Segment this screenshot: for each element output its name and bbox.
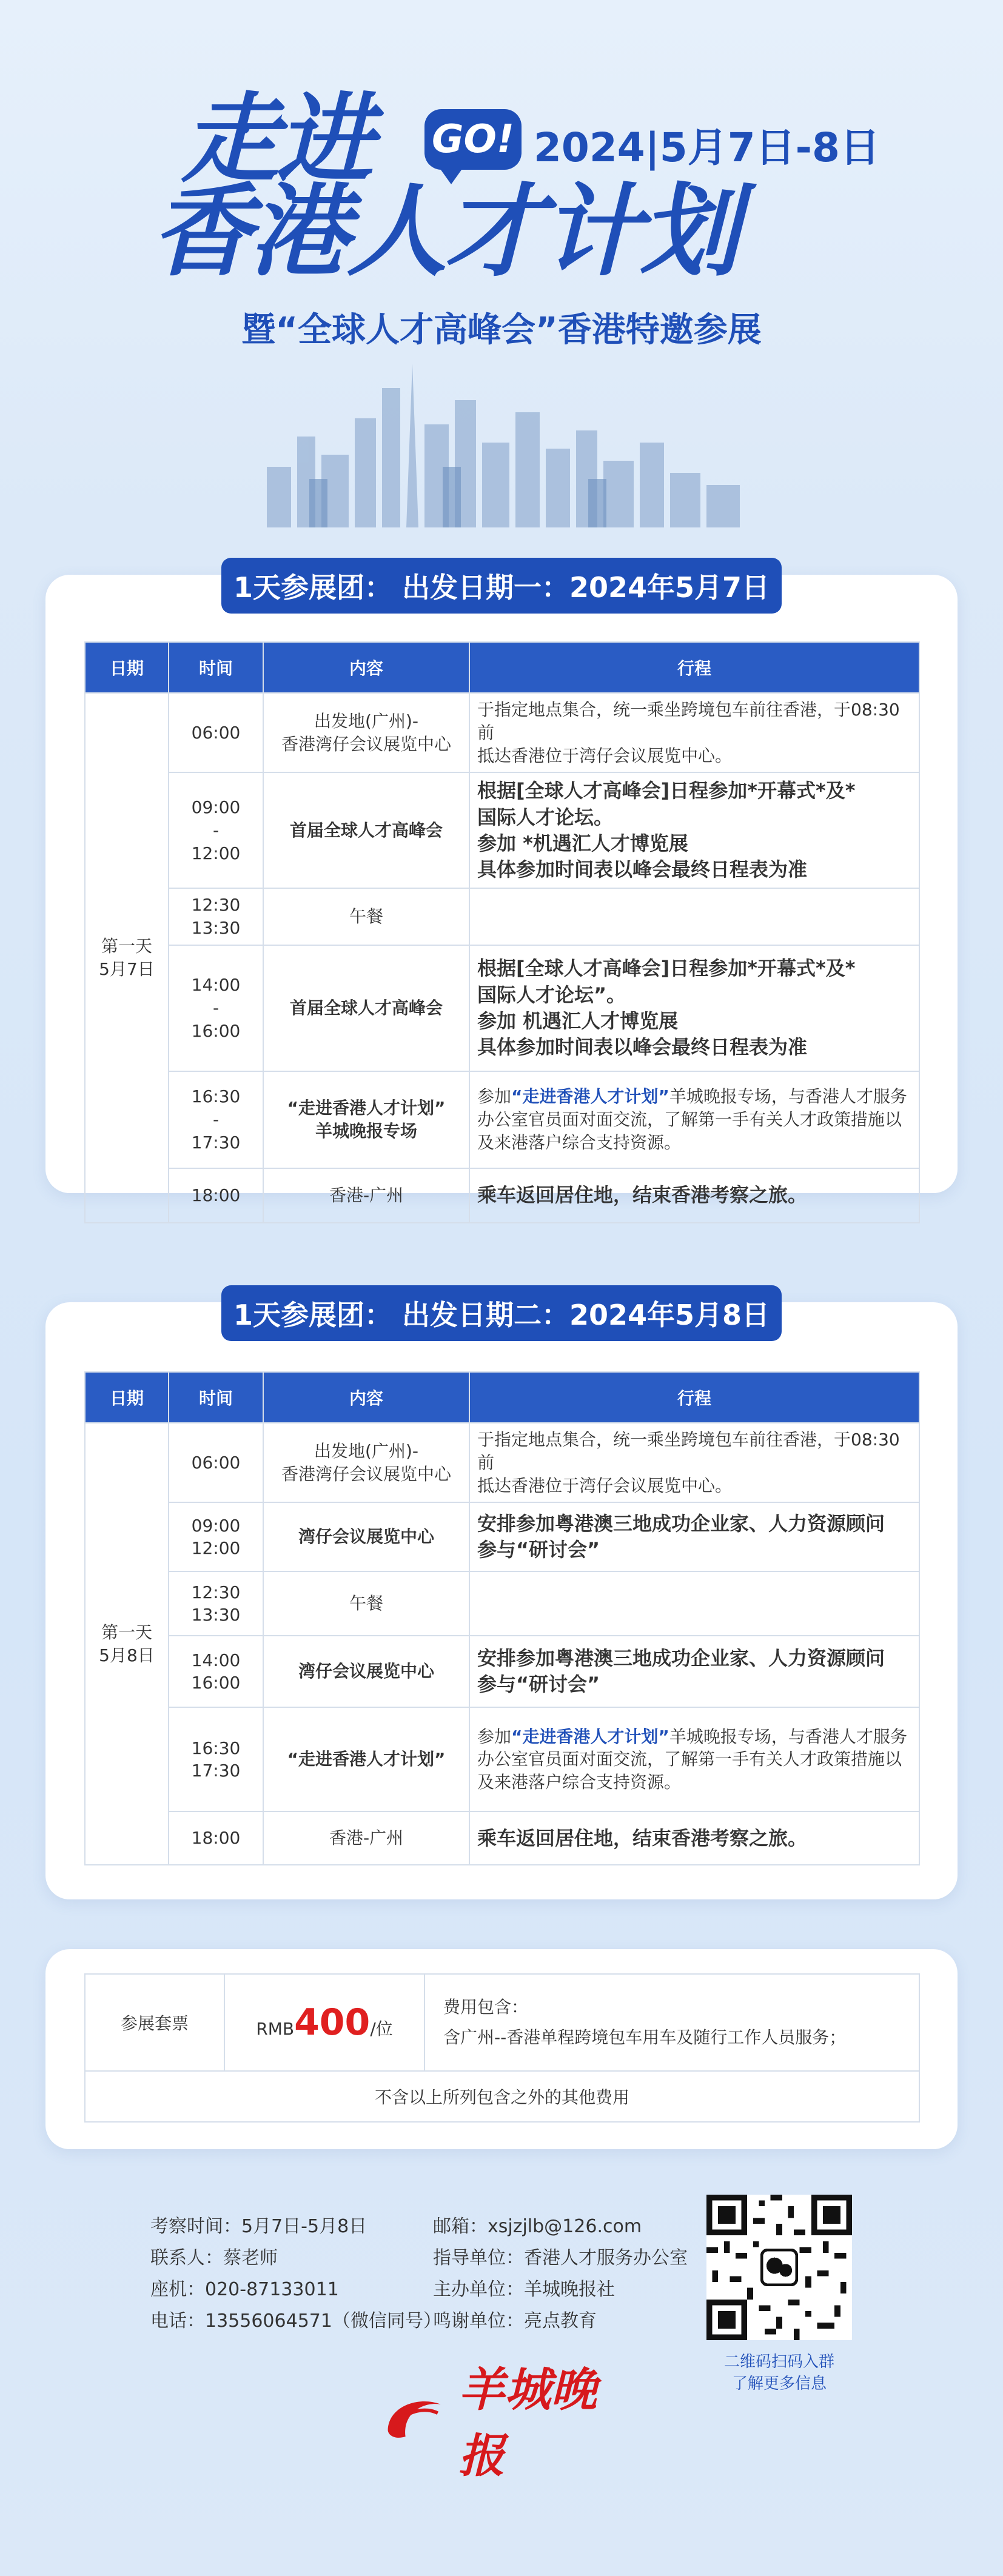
time-cell: 12:30 13:30 (169, 888, 263, 945)
content-cell: 香港-广州 (263, 1812, 469, 1865)
table-row (85, 772, 919, 888)
time-cell: 06:00 (169, 1423, 263, 1502)
qr-code[interactable] (706, 2195, 852, 2340)
itinerary-cell: 根据[全球人才高峰会]日程参加*开幕式*及* 国际人才论坛。 参加 *机遇汇人才博览展 具体参加时间表以峰会最终日程表为准 (469, 772, 919, 888)
logo-text: 羊城晚报 (458, 2363, 597, 2483)
day1-card (45, 571, 958, 1207)
info-date: 考察时间：5月7日-5月8日 (150, 2216, 367, 2237)
header-itinerary: 行程 (469, 642, 919, 693)
highlight-text: “走进香港人才计划” (511, 1726, 669, 1747)
content-cell: 湾仔会议展览中心 (263, 1502, 469, 1571)
fee-price: RMB400/位 (224, 1974, 424, 2071)
content-cell: 午餐 (263, 888, 469, 945)
date-cell: 第一天 5月7日 (85, 693, 169, 1223)
logo-swoosh-icon (382, 2389, 446, 2449)
time-cell: 12:30 13:30 (169, 1571, 263, 1636)
content-cell: 午餐 (263, 1571, 469, 1636)
info-thanks: 鸣谢单位：亮点教育 (433, 2310, 597, 2332)
header-date: 日期 (85, 1372, 169, 1423)
itinerary-cell (469, 1571, 919, 1636)
header-content: 内容 (263, 1372, 469, 1423)
go-bubble: GO! (424, 109, 522, 170)
table-row (85, 888, 919, 945)
content-cell: 首届全球人才高峰会 (263, 772, 469, 888)
itinerary-cell: 参加“走进香港人才计划”羊城晚报专场，与香港人才服务办公室官员面对面交流，了解第一手有关人才政策措施以及来港落户综合支持资源。 (469, 1071, 919, 1168)
table-row (85, 1571, 919, 1636)
day2-tab: 1天参展团： 出发日期二：2024年5月8日 (221, 1285, 782, 1341)
header-date: 日期 (85, 642, 169, 693)
content-cell: 香港-广州 (263, 1168, 469, 1223)
fee-excludes: 不含以上所列包含之外的其他费用 (85, 2071, 919, 2122)
table-row (85, 2071, 919, 2122)
itinerary-cell: 乘车返回居住地，结束香港考察之旅。 (469, 1168, 919, 1223)
table-row (85, 1423, 919, 1502)
table-row (85, 693, 919, 772)
highlight-text: “走进香港人才计划” (511, 1086, 669, 1107)
time-cell: 18:00 (169, 1168, 263, 1223)
info-right (433, 2218, 688, 2344)
table-row (85, 1812, 919, 1865)
time-cell: 09:00 12:00 (169, 1502, 263, 1571)
hero-banner (0, 0, 1003, 558)
itinerary-cell: 安排参加粤港澳三地成功企业家、人力资源顾问 参与“研讨会” (469, 1636, 919, 1707)
table-row (85, 1168, 919, 1223)
itinerary-cell: 于指定地点集合，统一乘坐跨境包车前往香港，于08:30前 抵达香港位于湾仔会议展览中心。 (469, 1423, 919, 1502)
itinerary-cell (469, 888, 919, 945)
itinerary-cell: 于指定地点集合，统一乘坐跨境包车前往香港，于08:30前 抵达香港位于湾仔会议展览中心。 (469, 693, 919, 772)
day2-card (45, 1299, 958, 1899)
time-cell: 09:00 - 12:00 (169, 772, 263, 888)
content-cell: 出发地(广州)- 香港湾仔会议展览中心 (263, 693, 469, 772)
info-left (150, 2218, 441, 2344)
header-itinerary: 行程 (469, 1372, 919, 1423)
table-header-row (85, 642, 919, 693)
time-cell: 16:30 17:30 (169, 1707, 263, 1812)
info-landline: 座机：020-87133011 (150, 2279, 339, 2300)
day2-schedule-table (84, 1371, 920, 1865)
itinerary-cell: 安排参加粤港澳三地成功企业家、人力资源顾问 参与“研讨会” (469, 1502, 919, 1571)
itinerary-cell: 根据[全球人才高峰会]日程参加*开幕式*及* 国际人才论坛”。 参加 机遇汇人才博览展 具体参加时间表以峰会最终日程表为准 (469, 945, 919, 1071)
hero-date: 2024|5月7日-8日 (534, 124, 880, 171)
table-row (85, 1502, 919, 1571)
hero-title-line2: 香港人才计划 (152, 173, 737, 290)
table-row (85, 1974, 919, 2071)
time-cell: 14:00 16:00 (169, 1636, 263, 1707)
header-time: 时间 (169, 642, 263, 693)
info-email: 邮箱：xsjzjlb@126.com (433, 2216, 642, 2237)
info-host: 主办单位：羊城晚报社 (433, 2279, 615, 2300)
fee-table (84, 1973, 920, 2123)
time-cell: 14:00 - 16:00 (169, 945, 263, 1071)
table-row (85, 945, 919, 1071)
table-row (85, 1636, 919, 1707)
price-number: 400 (294, 2001, 371, 2044)
content-cell: 出发地(广州)- 香港湾仔会议展览中心 (263, 1423, 469, 1502)
time-cell: 18:00 (169, 1812, 263, 1865)
header-time: 时间 (169, 1372, 263, 1423)
time-cell: 06:00 (169, 693, 263, 772)
time-cell: 16:30 - 17:30 (169, 1071, 263, 1168)
skyline-illustration (261, 364, 746, 527)
table-header-row (85, 1372, 919, 1423)
fee-label: 参展套票 (85, 1974, 224, 2071)
fee-includes: 费用包含： 含广州--香港单程跨境包车用车及随行工作人员服务； (424, 1974, 919, 2071)
content-cell: 湾仔会议展览中心 (263, 1636, 469, 1707)
fee-card (45, 1949, 958, 2149)
day1-schedule-table (84, 641, 920, 1223)
table-row (85, 1707, 919, 1812)
content-cell: “走进香港人才计划” (263, 1707, 469, 1812)
table-row (85, 1071, 919, 1168)
content-cell: 首届全球人才高峰会 (263, 945, 469, 1071)
info-guide: 指导单位：香港人才服务办公室 (433, 2247, 688, 2269)
qr-caption: 二维码扫码入群 了解更多信息 (723, 2353, 834, 2394)
header-content: 内容 (263, 642, 469, 693)
info-contact: 联系人：蔡老师 (150, 2247, 278, 2269)
itinerary-cell: 参加“走进香港人才计划”羊城晚报专场，与香港人才服务办公室官员面对面交流，了解第一手有关人才政策措施以及来港落户综合支持资源。 (469, 1707, 919, 1812)
day1-tab: 1天参展团： 出发日期一：2024年5月7日 (221, 558, 782, 614)
itinerary-cell: 乘车返回居住地，结束香港考察之旅。 (469, 1812, 919, 1865)
hero-title-line1: 走进 (182, 82, 372, 196)
date-cell: 第一天 5月8日 (85, 1423, 169, 1865)
content-cell: “走进香港人才计划” 羊城晚报专场 (263, 1071, 469, 1168)
info-phone: 电话：13556064571（微信同号） (150, 2310, 441, 2332)
yangcheng-logo (382, 2363, 637, 2483)
hero-subtitle: 暨“全球人才高峰会”香港特邀参展 (241, 310, 762, 350)
